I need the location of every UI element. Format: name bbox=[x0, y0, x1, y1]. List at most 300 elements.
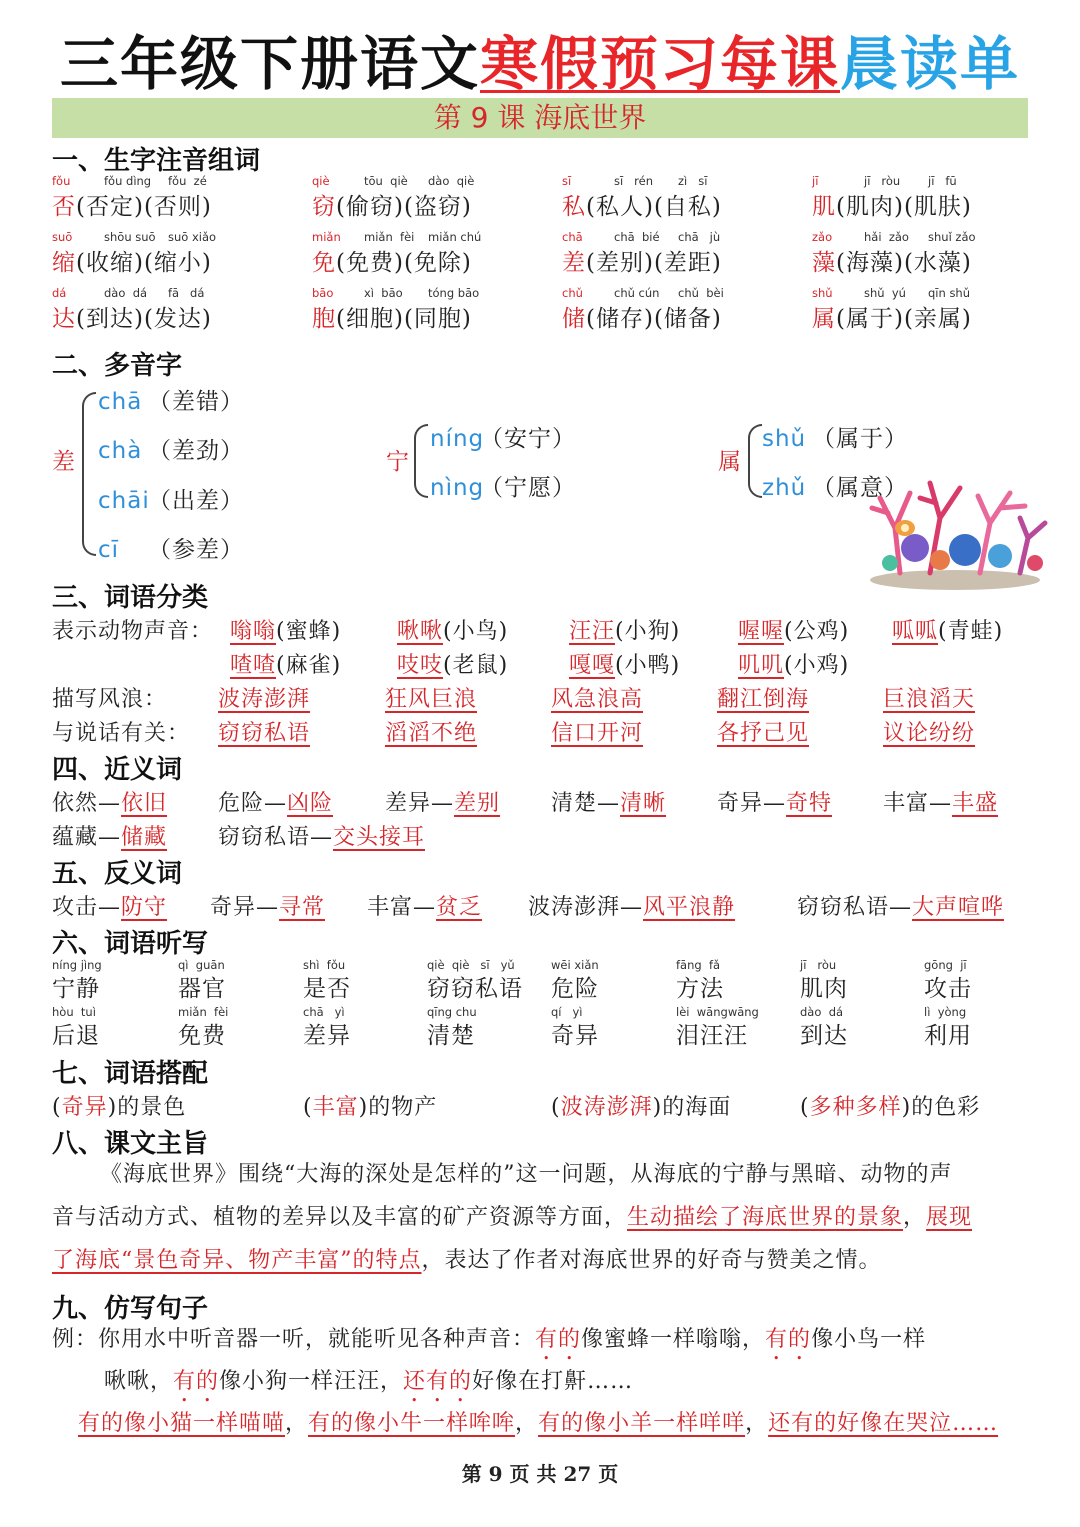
word-1: (细胞) bbox=[336, 306, 404, 332]
antonym-pair bbox=[797, 890, 1004, 921]
dictation-pinyin: wēi xiǎn bbox=[551, 958, 599, 972]
wave-phrase: 狂风巨浪 bbox=[385, 687, 478, 712]
char-pinyin: miǎn bbox=[312, 230, 341, 244]
synonym-pair bbox=[52, 820, 167, 851]
answer-clause: 有的像小羊一样咩咩 bbox=[538, 1411, 746, 1436]
dictation-word: 攻击 bbox=[924, 976, 972, 1002]
dictation-word: 到达 bbox=[800, 1023, 848, 1049]
synonym-word: 蕴藏— bbox=[52, 825, 122, 850]
main-idea-line bbox=[52, 1196, 1032, 1239]
char-pinyin: chā bbox=[562, 230, 583, 244]
word-1: (私人) bbox=[586, 194, 654, 220]
synonym-answer: 清晰 bbox=[620, 791, 667, 816]
new-char: 达 bbox=[52, 306, 76, 332]
section-heading-9: 九、仿写句子 bbox=[52, 1294, 209, 1324]
word2-pinyin: jī fū bbox=[928, 174, 957, 188]
collocation-item bbox=[303, 1090, 437, 1121]
antonym-answer: 贫乏 bbox=[436, 895, 483, 920]
char-word-row bbox=[312, 300, 472, 333]
dictation-pinyin: dào dá bbox=[800, 1005, 844, 1019]
wave-phrase: 风急浪高 bbox=[551, 687, 644, 712]
sound-word: 嗡嗡 bbox=[230, 619, 277, 644]
dictation-pinyin: miǎn fèi bbox=[178, 1005, 229, 1019]
animal-name: (小鸡) bbox=[784, 653, 850, 678]
poly-char-cha: 差 bbox=[52, 449, 76, 475]
char-pinyin-row bbox=[52, 174, 207, 188]
word-1: (否定) bbox=[76, 194, 144, 220]
animal-name: (小鸭) bbox=[615, 653, 681, 678]
word-2: (盗窃) bbox=[403, 194, 472, 220]
new-char: 免 bbox=[312, 250, 336, 276]
collocation-noun: 的景色 bbox=[117, 1095, 187, 1120]
example-key: 有的 bbox=[535, 1327, 582, 1352]
char-pinyin-row bbox=[52, 286, 204, 300]
sound-word: 喳喳 bbox=[230, 653, 277, 678]
answer-clause: 还有的好像在哭泣…… bbox=[768, 1411, 999, 1436]
dictation-word: 免费 bbox=[178, 1023, 226, 1049]
dictation-pinyin: shì fǒu bbox=[303, 958, 346, 972]
antonym-word: 波涛澎湃— bbox=[528, 895, 644, 920]
char-word-row bbox=[52, 244, 212, 277]
word1-pinyin: chǔ cún bbox=[614, 286, 660, 300]
dictation-word: 后退 bbox=[52, 1023, 100, 1049]
antonym-word: 攻击— bbox=[52, 895, 122, 920]
collocation-answer: 波涛澎湃 bbox=[560, 1095, 653, 1120]
reading-pinyin: zhǔ bbox=[762, 475, 807, 501]
word2-pinyin: zì sī bbox=[678, 174, 708, 188]
collocation-item bbox=[551, 1090, 731, 1121]
synonym-pair bbox=[52, 786, 167, 817]
synonym-pair bbox=[717, 786, 832, 817]
main-idea-line: 《海底世界》围绕“大海的深处是怎样的”这一问题，从海底的宁静与黑暗、动物的声 bbox=[100, 1162, 953, 1187]
paren: ( bbox=[303, 1095, 313, 1120]
brace bbox=[414, 424, 428, 498]
paren: ( bbox=[551, 1095, 561, 1120]
section-heading-1: 一、生字注音组词 bbox=[52, 146, 261, 176]
animal-name: (麻雀) bbox=[276, 653, 342, 678]
antonym-pair bbox=[210, 890, 325, 921]
synonym-answer: 丰盛 bbox=[952, 791, 999, 816]
reading-word: （差错） bbox=[148, 389, 244, 415]
antonym-word: 窃窃私语— bbox=[797, 895, 913, 920]
animal-sound-item bbox=[569, 614, 680, 645]
animal-name: (老鼠) bbox=[443, 653, 509, 678]
animal-sound-item bbox=[230, 648, 341, 679]
char-word-row bbox=[562, 300, 722, 333]
dictation-word: 宁静 bbox=[52, 976, 100, 1002]
word-2: (同胞) bbox=[403, 306, 472, 332]
main-idea-text: 音与活动方式、植物的差异以及丰富的矿产资源等方面， bbox=[52, 1205, 628, 1230]
example-text: 好像在打鼾…… bbox=[472, 1369, 634, 1394]
example-key: 有的 bbox=[765, 1327, 812, 1352]
dictation-pinyin: níng jìng bbox=[52, 958, 102, 972]
char-pinyin-row bbox=[312, 230, 481, 244]
char-pinyin: zǎo bbox=[812, 230, 833, 244]
word1-pinyin: xì bāo bbox=[364, 286, 403, 300]
word1-pinyin: hǎi zǎo bbox=[864, 230, 909, 244]
word-2: (免除) bbox=[403, 250, 472, 276]
dictation-pinyin: qiè qiè sī yǔ bbox=[427, 958, 515, 972]
synonym-answer: 依旧 bbox=[121, 791, 168, 816]
word2-pinyin: qīn shǔ bbox=[928, 286, 971, 300]
word-2: (否则) bbox=[143, 194, 212, 220]
answer-comma: ， bbox=[515, 1411, 539, 1436]
example-key: 还有的 bbox=[403, 1369, 473, 1394]
char-pinyin-row bbox=[812, 174, 957, 188]
char-pinyin: dá bbox=[52, 286, 67, 300]
polyphone-reading bbox=[98, 482, 244, 515]
main-idea-paragraph bbox=[52, 1153, 1032, 1282]
antonym-pair bbox=[367, 890, 482, 921]
word-1: (差别) bbox=[586, 250, 654, 276]
paren: ( bbox=[52, 1095, 62, 1120]
char-word-row bbox=[562, 188, 722, 221]
antonym-pair bbox=[528, 890, 735, 921]
word1-pinyin: fǒu dìng bbox=[104, 174, 152, 188]
char-word-row bbox=[812, 244, 972, 277]
example-line-2 bbox=[104, 1364, 633, 1407]
synonym-answer: 凶险 bbox=[287, 791, 334, 816]
dictation-pinyin: fāng fǎ bbox=[676, 958, 721, 972]
synonym-word: 清楚— bbox=[551, 791, 621, 816]
new-char: 肌 bbox=[812, 194, 836, 220]
word2-pinyin: tóng bāo bbox=[428, 286, 480, 300]
word-1: (到达) bbox=[76, 306, 144, 332]
wave-phrase: 翻江倒海 bbox=[717, 687, 810, 712]
word-1: (属于) bbox=[836, 306, 904, 332]
section-heading-5: 五、反义词 bbox=[52, 859, 183, 889]
char-pinyin: sī bbox=[562, 174, 572, 188]
dictation-word: 利用 bbox=[924, 1023, 972, 1049]
word2-pinyin: dào qiè bbox=[428, 174, 475, 188]
dictation-pinyin: chā yì bbox=[303, 1005, 345, 1019]
dictation-pinyin: hòu tuì bbox=[52, 1005, 96, 1019]
char-word-row bbox=[52, 300, 212, 333]
reading-word: （差劲） bbox=[148, 438, 244, 464]
char-pinyin: shǔ bbox=[812, 286, 833, 300]
main-idea-line bbox=[52, 1239, 1032, 1282]
word-2: (缩小) bbox=[143, 250, 212, 276]
char-word-row bbox=[52, 188, 212, 221]
example-key: 有的 bbox=[173, 1369, 220, 1394]
word-2: (水藻) bbox=[903, 250, 972, 276]
synonym-answer: 储藏 bbox=[121, 825, 168, 850]
coral-illustration bbox=[860, 468, 1050, 590]
dictation-word: 是否 bbox=[303, 976, 351, 1002]
paren: ( bbox=[800, 1095, 810, 1120]
collocation-noun: 的色彩 bbox=[911, 1095, 981, 1120]
synonym-word: 窃窃私语— bbox=[218, 825, 334, 850]
dictation-word: 差异 bbox=[303, 1023, 351, 1049]
animal-name: (小鸟) bbox=[443, 619, 509, 644]
dictation-pinyin: lèi wāngwāng bbox=[676, 1005, 759, 1019]
reading-pinyin: chà bbox=[98, 438, 143, 464]
word-1: (偷窃) bbox=[336, 194, 404, 220]
section-heading-3: 三、词语分类 bbox=[52, 583, 209, 613]
animal-sound-item bbox=[230, 614, 341, 645]
word-1: (海藻) bbox=[836, 250, 904, 276]
example-text: 像小鸟一样 bbox=[811, 1327, 927, 1352]
synonym-answer: 奇特 bbox=[786, 791, 833, 816]
new-char: 储 bbox=[562, 306, 586, 332]
example-line-1 bbox=[52, 1322, 926, 1365]
antonym-answer: 风平浪静 bbox=[643, 895, 736, 920]
new-char: 否 bbox=[52, 194, 76, 220]
char-pinyin: suō bbox=[52, 230, 73, 244]
word-2: (肌肤) bbox=[903, 194, 972, 220]
reading-pinyin: shǔ bbox=[762, 426, 807, 452]
title-part3: 晨读单 bbox=[840, 30, 1021, 98]
char-word-row bbox=[312, 244, 472, 277]
animal-sound-item bbox=[397, 614, 508, 645]
char-pinyin-row bbox=[812, 286, 970, 300]
dictation-word: 奇异 bbox=[551, 1023, 599, 1049]
section-heading-8: 八、课文主旨 bbox=[52, 1129, 209, 1159]
page-number: 第 9 页 共 27 页 bbox=[461, 1462, 619, 1486]
reading-word: （参差） bbox=[148, 537, 244, 563]
talk-phrase: 信口开河 bbox=[551, 721, 644, 746]
reading-pinyin: cī bbox=[98, 537, 120, 563]
collocation-answer: 奇异 bbox=[61, 1095, 108, 1120]
talk-phrase: 议论纷纷 bbox=[883, 721, 976, 746]
word-2: (亲属) bbox=[903, 306, 972, 332]
wave-phrase: 巨浪滔天 bbox=[883, 687, 976, 712]
word-1: (免费) bbox=[336, 250, 404, 276]
answer-clause: 有的像小牛一样哞哞 bbox=[308, 1411, 516, 1436]
dictation-pinyin: qí yì bbox=[551, 1005, 583, 1019]
collocation-answer: 多种多样 bbox=[809, 1095, 902, 1120]
word1-pinyin: jī ròu bbox=[864, 174, 901, 188]
word2-pinyin: fā dá bbox=[168, 286, 205, 300]
animal-sound-item bbox=[892, 614, 1003, 645]
sound-word: 汪汪 bbox=[569, 619, 616, 644]
char-word-row bbox=[312, 188, 472, 221]
char-word-row bbox=[812, 300, 972, 333]
section-heading-6: 六、词语听写 bbox=[52, 929, 209, 959]
main-idea-text: ， bbox=[903, 1205, 927, 1230]
word2-pinyin: chǔ bèi bbox=[678, 286, 724, 300]
animal-sound-item bbox=[397, 648, 508, 679]
section-heading-2: 二、多音字 bbox=[52, 351, 183, 381]
collocation-noun: 的物产 bbox=[368, 1095, 438, 1120]
answer-clause: 有的像小猫一样喵喵 bbox=[78, 1411, 286, 1436]
new-char: 私 bbox=[562, 194, 586, 220]
char-pinyin-row bbox=[562, 230, 720, 244]
synonym-word: 危险— bbox=[218, 791, 288, 816]
main-idea-key: 生动描绘了海底世界的景象 bbox=[627, 1205, 904, 1230]
animal-sound-item bbox=[738, 648, 849, 679]
category-label-talk: 与说话有关： bbox=[52, 721, 191, 746]
synonym-pair bbox=[218, 820, 425, 851]
paren: ) bbox=[901, 1095, 912, 1120]
animal-name: (公鸡) bbox=[784, 619, 850, 644]
polyphone-reading bbox=[98, 531, 244, 564]
example-text: 啾啾， bbox=[104, 1369, 174, 1394]
dictation-word: 窃窃私语 bbox=[427, 976, 523, 1002]
reading-word: （属于） bbox=[812, 426, 908, 452]
word-2: (发达) bbox=[143, 306, 212, 332]
synonym-word: 丰富— bbox=[883, 791, 953, 816]
antonym-answer: 防守 bbox=[121, 895, 168, 920]
word1-pinyin: chā bié bbox=[614, 230, 660, 244]
synonym-word: 依然— bbox=[52, 791, 122, 816]
dictation-word: 器官 bbox=[178, 976, 226, 1002]
word1-pinyin: sī rén bbox=[614, 174, 653, 188]
poly-char-shu: 属 bbox=[718, 449, 742, 475]
main-idea-key: 了海底“景色奇异、物产丰富”的特点 bbox=[52, 1248, 422, 1273]
word-2: (差距) bbox=[653, 250, 722, 276]
wave-phrase: 波涛澎湃 bbox=[218, 687, 311, 712]
word2-pinyin: fǒu zé bbox=[168, 174, 207, 188]
dictation-word: 方法 bbox=[676, 976, 724, 1002]
section-heading-7: 七、词语搭配 bbox=[52, 1059, 209, 1089]
new-char: 属 bbox=[812, 306, 836, 332]
word-1: (收缩) bbox=[76, 250, 144, 276]
category-label-waves: 描写风浪： bbox=[52, 687, 168, 712]
paren: ) bbox=[652, 1095, 663, 1120]
answer-comma: ， bbox=[285, 1411, 309, 1436]
word1-pinyin: shǔ yú bbox=[864, 286, 906, 300]
talk-phrase: 窃窃私语 bbox=[218, 721, 311, 746]
sound-word: 呱呱 bbox=[892, 619, 939, 644]
synonym-pair bbox=[385, 786, 500, 817]
animal-sound-item bbox=[738, 614, 849, 645]
antonym-word: 奇异— bbox=[210, 895, 280, 920]
sound-word: 吱吱 bbox=[397, 653, 444, 678]
main-idea-text: ，表达了作者对海底世界的好奇与赞美之情。 bbox=[421, 1248, 882, 1273]
word1-pinyin: shōu suō bbox=[104, 230, 156, 244]
main-idea-key: 展现 bbox=[926, 1205, 973, 1230]
char-pinyin-row bbox=[562, 286, 724, 300]
synonym-answer: 差别 bbox=[454, 791, 501, 816]
word-1: (储存) bbox=[586, 306, 654, 332]
char-word-row bbox=[562, 244, 722, 277]
imitation-answer bbox=[78, 1406, 998, 1437]
word2-pinyin: chā jù bbox=[678, 230, 721, 244]
sound-word: 叽叽 bbox=[738, 653, 785, 678]
example-text: 像小狗一样汪汪， bbox=[219, 1369, 404, 1394]
word-2: (储备) bbox=[653, 306, 722, 332]
dictation-pinyin: jī ròu bbox=[800, 958, 837, 972]
title-part2: 寒假预习每课 bbox=[479, 30, 840, 98]
synonym-word: 差异— bbox=[385, 791, 455, 816]
dictation-word: 清楚 bbox=[427, 1023, 475, 1049]
word1-pinyin: tōu qiè bbox=[364, 174, 408, 188]
reading-pinyin: chā bbox=[98, 389, 143, 415]
title-part1: 三年级下册语文 bbox=[59, 30, 480, 98]
new-char: 胞 bbox=[312, 306, 336, 332]
char-pinyin-row bbox=[562, 174, 707, 188]
page-title bbox=[0, 26, 1080, 102]
antonym-answer: 大声喧哗 bbox=[912, 895, 1005, 920]
synonym-word: 奇异— bbox=[717, 791, 787, 816]
reading-pinyin: níng bbox=[430, 426, 485, 452]
word1-pinyin: dào dá bbox=[104, 286, 148, 300]
reading-word: （属意） bbox=[812, 475, 908, 501]
new-char: 窃 bbox=[312, 194, 336, 220]
antonym-pair bbox=[52, 890, 167, 921]
char-pinyin-row bbox=[812, 230, 976, 244]
char-pinyin: bāo bbox=[312, 286, 334, 300]
section-heading-4: 四、近义词 bbox=[52, 755, 183, 785]
char-word-row bbox=[812, 188, 972, 221]
synonym-pair bbox=[883, 786, 998, 817]
sound-word: 啾啾 bbox=[397, 619, 444, 644]
answer-comma: ， bbox=[745, 1411, 769, 1436]
collocation-item bbox=[800, 1090, 980, 1121]
paren: ) bbox=[107, 1095, 118, 1120]
word-1: (肌肉) bbox=[836, 194, 904, 220]
dictation-pinyin: qì guān bbox=[178, 958, 225, 972]
synonym-pair bbox=[218, 786, 333, 817]
example-text: 像蜜蜂一样嗡嗡， bbox=[581, 1327, 766, 1352]
reading-word: （出差） bbox=[148, 488, 244, 514]
example-text: 例：你用水中听音器一听，就能听见各种声音： bbox=[52, 1327, 536, 1352]
polyphone-reading bbox=[98, 383, 244, 416]
dictation-pinyin: lì yòng bbox=[924, 1005, 967, 1019]
synonym-pair bbox=[551, 786, 666, 817]
reading-pinyin: nìng bbox=[430, 475, 485, 501]
dictation-word: 危险 bbox=[551, 976, 599, 1002]
poly-char-ning: 宁 bbox=[386, 449, 410, 475]
char-pinyin: jī bbox=[812, 174, 819, 188]
sound-word: 喔喔 bbox=[738, 619, 785, 644]
reading-word: （宁愿） bbox=[480, 475, 576, 501]
word2-pinyin: shuǐ zǎo bbox=[928, 230, 976, 244]
polyphone-reading bbox=[762, 420, 908, 453]
animal-name: (蜜蜂) bbox=[276, 619, 342, 644]
dictation-pinyin: qīng chu bbox=[427, 1005, 477, 1019]
antonym-word: 丰富— bbox=[367, 895, 437, 920]
collocation-noun: 的海面 bbox=[662, 1095, 732, 1120]
new-char: 差 bbox=[562, 250, 586, 276]
talk-phrase: 各抒己见 bbox=[717, 721, 810, 746]
word2-pinyin: miǎn chú bbox=[428, 230, 482, 244]
dictation-pinyin: gōng jī bbox=[924, 958, 967, 972]
lesson-bar: 第 9 课 海底世界 bbox=[52, 98, 1028, 138]
char-pinyin-row bbox=[312, 286, 479, 300]
word2-pinyin: suō xiǎo bbox=[168, 230, 217, 244]
word-2: (自私) bbox=[653, 194, 722, 220]
new-char: 藻 bbox=[812, 250, 836, 276]
sound-word: 嘎嘎 bbox=[569, 653, 616, 678]
synonym-answer: 交头接耳 bbox=[333, 825, 426, 850]
animal-sound-item bbox=[569, 648, 680, 679]
char-pinyin-row bbox=[312, 174, 474, 188]
char-pinyin: chǔ bbox=[562, 286, 583, 300]
brace bbox=[748, 424, 762, 498]
animal-name: (小狗) bbox=[615, 619, 681, 644]
new-char: 缩 bbox=[52, 250, 76, 276]
animal-name: (青蛙) bbox=[938, 619, 1004, 644]
dictation-word: 泪汪汪 bbox=[676, 1023, 748, 1049]
char-pinyin: qiè bbox=[312, 174, 330, 188]
brace bbox=[82, 392, 96, 556]
polyphone-reading bbox=[430, 420, 576, 453]
polyphone-reading bbox=[430, 469, 576, 502]
paren: ) bbox=[358, 1095, 369, 1120]
category-label-animal: 表示动物声音： bbox=[52, 619, 214, 644]
word1-pinyin: miǎn fèi bbox=[364, 230, 415, 244]
polyphone-reading bbox=[98, 432, 244, 465]
talk-phrase: 滔滔不绝 bbox=[385, 721, 478, 746]
char-pinyin: fǒu bbox=[52, 174, 71, 188]
collocation-answer: 丰富 bbox=[312, 1095, 359, 1120]
char-pinyin-row bbox=[52, 230, 216, 244]
collocation-item bbox=[52, 1090, 186, 1121]
dictation-word: 肌肉 bbox=[800, 976, 848, 1002]
antonym-answer: 寻常 bbox=[279, 895, 326, 920]
